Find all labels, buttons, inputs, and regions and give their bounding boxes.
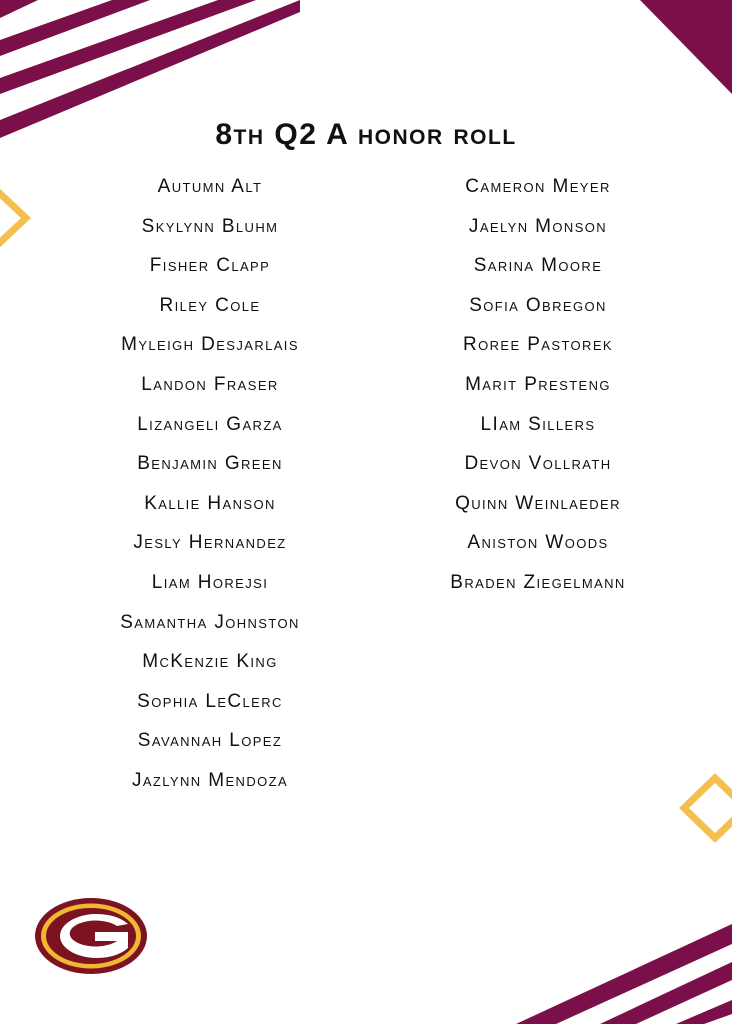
left-gold-diamond [0, 186, 26, 250]
student-name: Lizangeli Garza [137, 413, 283, 435]
honor-roll-left-column [50, 172, 370, 806]
student-name: Jesly Hernandez [133, 532, 287, 554]
student-name: Benjamin Green [137, 453, 283, 475]
student-name: Savannah Lopez [137, 730, 283, 752]
student-name: Jaelyn Monson [468, 215, 608, 237]
student-name: Sofia Obregon [469, 294, 607, 316]
student-name: Quinn Weinlaeder [455, 492, 621, 514]
g-logo-icon [33, 896, 149, 976]
right-gold-diamond [684, 778, 732, 838]
student-name: Fisher Clapp [149, 255, 271, 277]
student-name: LIam Sillers [480, 413, 596, 435]
student-name: McKenzie King [142, 651, 278, 673]
student-name: Sarina Moore [473, 255, 603, 277]
student-name: Riley Cole [159, 294, 261, 316]
student-name: Kallie Hanson [144, 492, 276, 514]
student-name: Landon Fraser [141, 373, 279, 395]
student-name: Devon Vollrath [464, 453, 612, 475]
page-title: 8th Q2 A honor roll [215, 118, 517, 151]
student-name: Skylynn Bluhm [141, 215, 279, 237]
bottom-right-stripes [516, 924, 732, 1024]
student-name: Myleigh Desjarlais [121, 334, 299, 356]
student-name: Aniston Woods [467, 532, 609, 554]
student-name: Autumn Alt [157, 176, 263, 197]
student-name: Braden Ziegelmann [450, 571, 626, 593]
student-name: Cameron Meyer [465, 176, 611, 197]
student-name: Samantha Johnston [120, 611, 300, 633]
student-name: Jazlynn Mendoza [131, 769, 289, 791]
student-name: Liam Horejsi [151, 571, 269, 593]
student-name: Roree Pastorek [462, 334, 613, 356]
honor-roll-right-column [378, 172, 698, 608]
student-name: Sophia LeClerc [137, 690, 283, 712]
student-name: Marit Presteng [465, 373, 611, 395]
top-right-triangle [640, 0, 732, 94]
